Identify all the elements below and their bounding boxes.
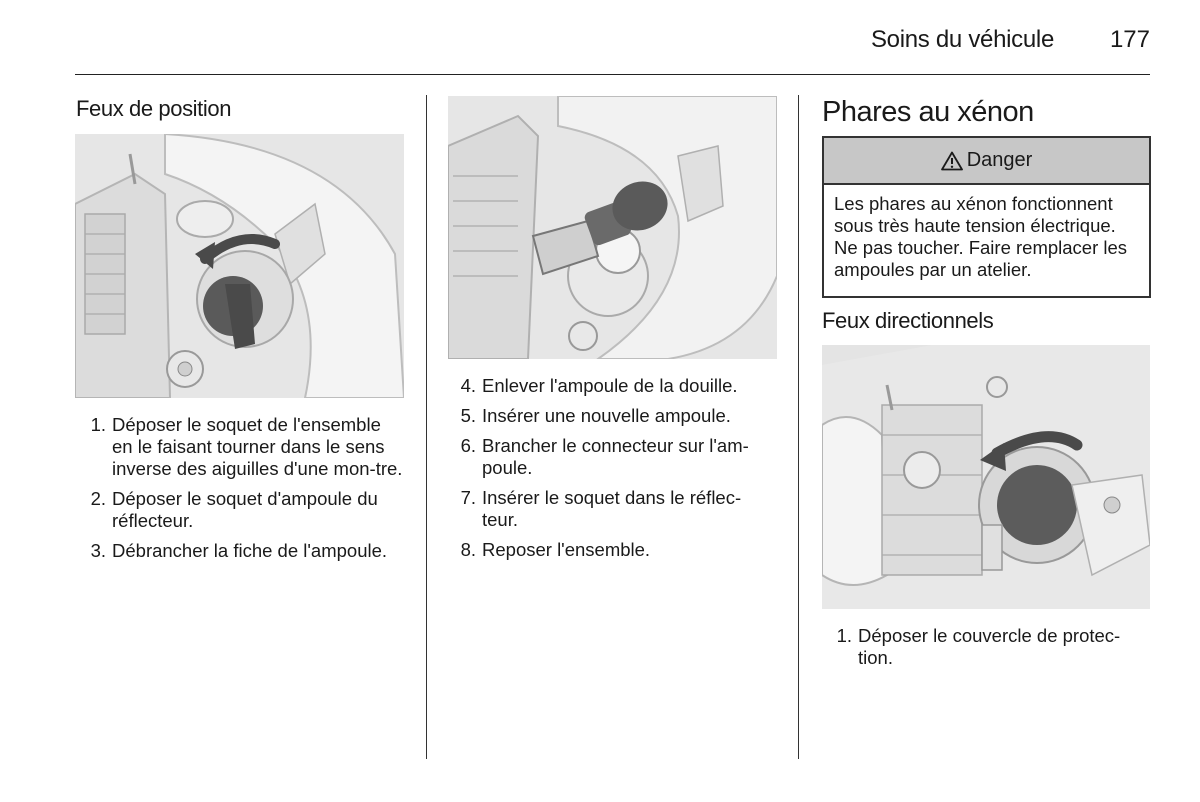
page-number: 177 [1109, 26, 1150, 53]
step-text: Déposer le couvercle de protec-tion. [858, 625, 1121, 668]
column-divider-1 [426, 95, 427, 759]
list-item [450, 375, 776, 397]
section-title: Soins du véhicule [870, 26, 1054, 53]
step-number: 1. [836, 625, 852, 646]
step-number: 7. [460, 487, 476, 508]
list-item [826, 625, 1146, 669]
step-text: Enlever l'ampoule de la douille. [482, 375, 738, 396]
danger-title: Danger [966, 149, 1033, 171]
danger-notice [822, 136, 1151, 298]
list-item [450, 405, 776, 427]
step-text: Brancher le connecteur sur l'am-poule. [482, 435, 749, 478]
step-text: Déposer le soquet d'ampoule du réflecteur. [112, 488, 378, 531]
steps-list-col3 [826, 625, 1146, 677]
list-item [450, 435, 776, 479]
list-item [80, 414, 406, 480]
step-number: 8. [460, 539, 476, 560]
step-number: 3. [90, 540, 106, 561]
heading-feux-de-position: Feux de position [76, 96, 232, 121]
heading-phares-xenon: Phares au xénon [822, 96, 1034, 128]
step-text: Insérer le soquet dans le réflec-teur. [482, 487, 742, 530]
bulb-socket-rotate-illustration [75, 134, 404, 398]
step-text: Reposer l'ensemble. [482, 539, 651, 560]
step-text: Insérer une nouvelle ampoule. [482, 405, 731, 426]
step-number: 1. [90, 414, 106, 435]
list-item [80, 488, 406, 532]
warning-triangle-icon [941, 151, 963, 171]
danger-text: Les phares au xénon fonctionnent sous très haute tension électrique. Ne pas toucher. Faire remplacer les ampoules par un atelier. [834, 193, 1128, 280]
step-text: Déposer le soquet de l'ensemble en le faisant tourner dans le sens inverse des aiguilles d'une mon-tre. [112, 414, 403, 479]
step-number: 6. [460, 435, 476, 456]
indicator-cover-rotate-illustration-svg [822, 345, 1150, 609]
bulb-removal-illustration-svg [448, 96, 777, 359]
column-divider-2 [798, 95, 799, 759]
heading-feux-directionnels: Feux directionnels [822, 308, 994, 333]
list-item [450, 539, 776, 561]
bulb-socket-rotate-illustration-svg [75, 134, 404, 398]
danger-header [824, 138, 1149, 185]
step-text: Débrancher la fiche de l'ampoule. [112, 540, 388, 561]
header-rule [75, 74, 1150, 75]
step-number: 5. [460, 405, 476, 426]
steps-list-col1 [80, 414, 406, 570]
step-number: 4. [460, 375, 476, 396]
bulb-removal-illustration [448, 96, 777, 359]
step-number: 2. [90, 488, 106, 509]
list-item [80, 540, 406, 562]
list-item [450, 487, 776, 531]
indicator-cover-rotate-illustration [822, 345, 1150, 609]
steps-list-col2 [450, 375, 776, 569]
